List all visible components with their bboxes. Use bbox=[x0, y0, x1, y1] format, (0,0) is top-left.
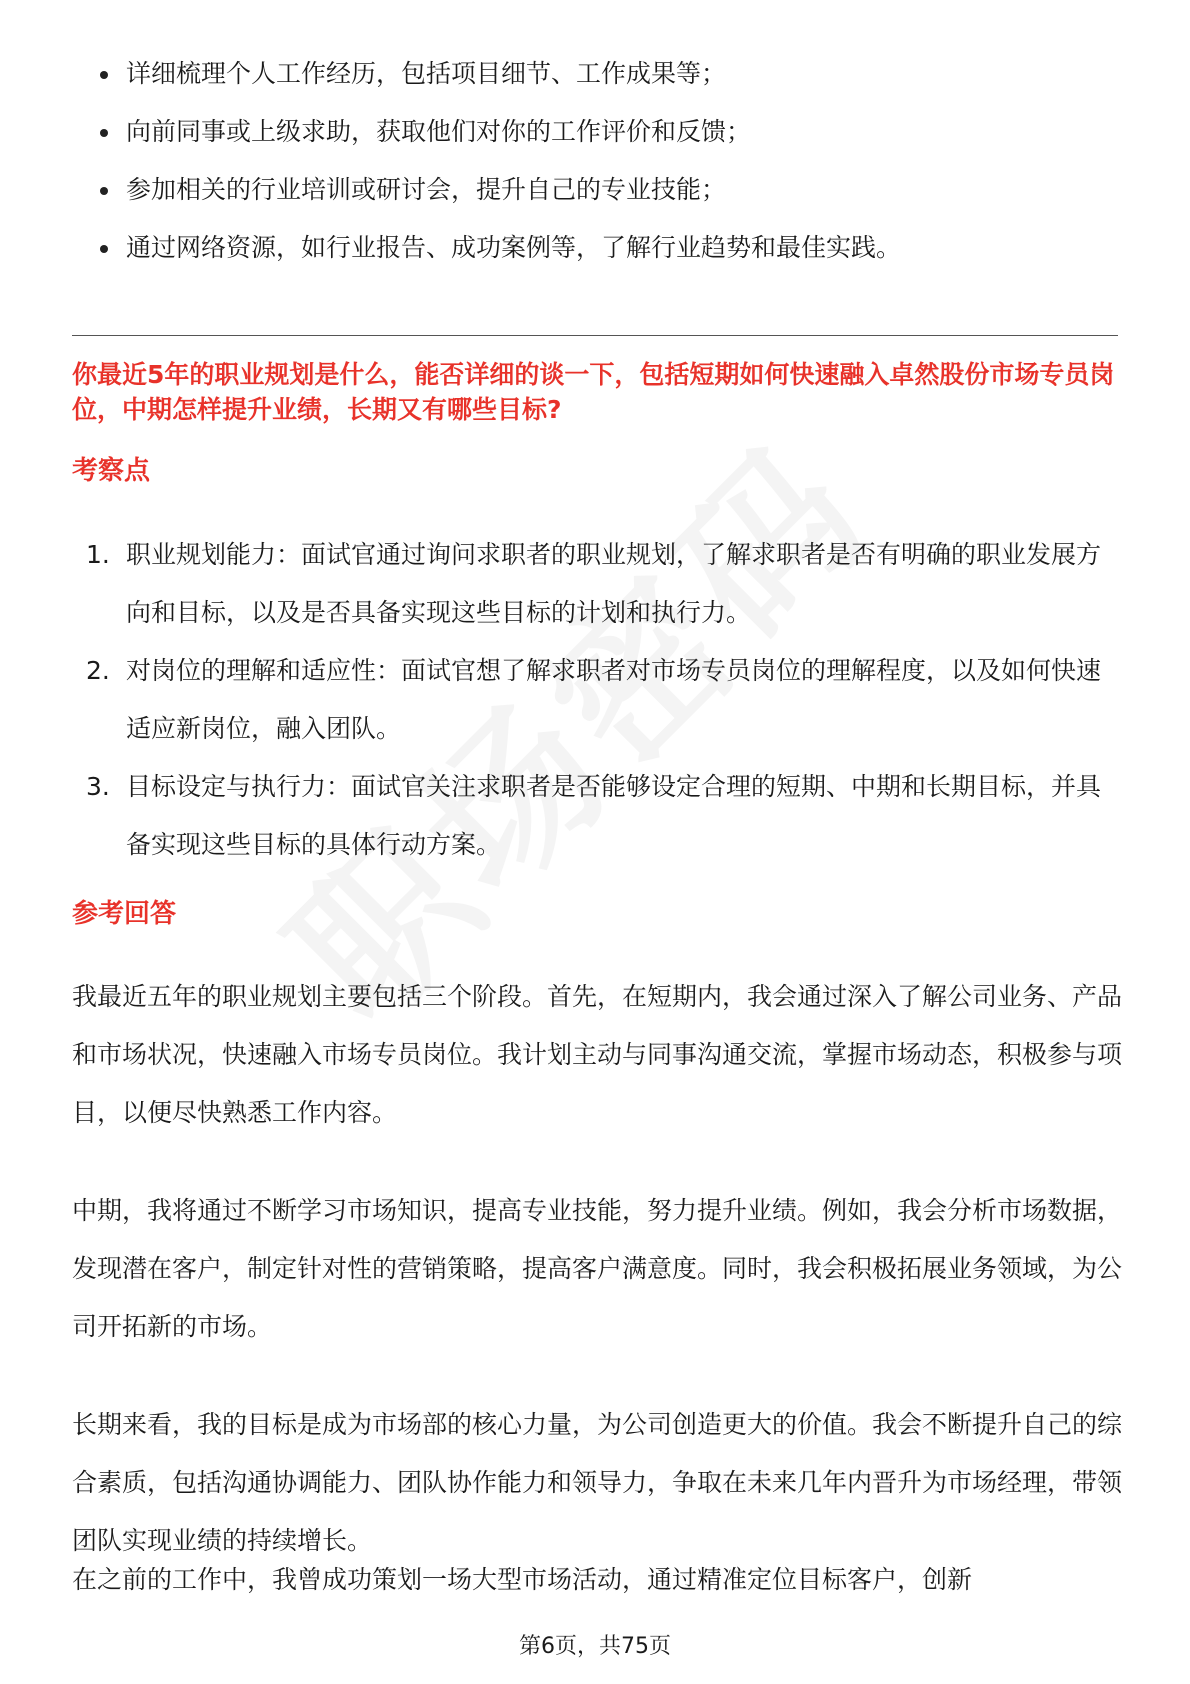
page-number: 第6页，共75页 bbox=[519, 1634, 671, 1659]
bullet-dot-icon bbox=[100, 245, 108, 253]
item-number: 1. bbox=[86, 540, 110, 569]
exam-point-text: 职业规划能力：面试官通过询问求职者的职业规划，了解求职者是否有明确的职业发展方向和目标，以及是否具备实现这些目标的计划和执行力。 bbox=[126, 540, 1102, 627]
bullet-dot-icon bbox=[100, 187, 108, 195]
bullet-text: 详细梳理个人工作经历，包括项目细节、工作成果等； bbox=[126, 59, 727, 88]
item-number: 2. bbox=[86, 656, 110, 685]
exam-points-list bbox=[72, 526, 1122, 874]
answer-paragraph: 中期，我将通过不断学习市场知识，提高专业技能，努力提升业绩。例如，我会分析市场数据，发现潜在客户，制定针对性的营销策略，提高客户满意度。同时，我会积极拓展业务领域，为公司开拓新的市场。 bbox=[72, 1196, 1123, 1341]
answer-paragraph: 我最近五年的职业规划主要包括三个阶段。首先，在短期内，我会通过深入了解公司业务、产品和市场状况，快速融入市场专员岗位。我计划主动与同事沟通交流，掌握市场动态，积极参与项目，以便尽快熟悉工作内容。 bbox=[72, 982, 1123, 1127]
interview-question: 你最近5年的职业规划是什么，能否详细的谈一下，包括短期如何快速融入卓然股份市场专员岗位，中期怎样提升业绩，长期又有哪些目标? bbox=[72, 360, 1115, 424]
exam-point-item bbox=[72, 758, 1122, 874]
bullet-text: 通过网络资源，如行业报告、成功案例等，了解行业趋势和最佳实践。 bbox=[126, 233, 902, 262]
reference-answer-heading: 参考回答 bbox=[72, 899, 177, 929]
bullet-item bbox=[72, 172, 1122, 207]
section-divider bbox=[72, 335, 1118, 336]
exam-point-text: 对岗位的理解和适应性：面试官想了解求职者对市场专员岗位的理解程度，以及如何快速适应新岗位，融入团队。 bbox=[126, 656, 1102, 743]
bullet-item bbox=[72, 230, 1122, 265]
bullet-dot-icon bbox=[100, 71, 108, 79]
bullet-item bbox=[72, 114, 1122, 149]
bullet-list bbox=[72, 56, 1122, 288]
bullet-text: 参加相关的行业培训或研讨会，提升自己的专业技能； bbox=[126, 175, 727, 204]
answer-paragraph: 在之前的工作中，我曾成功策划一场大型市场活动，通过精准定位目标客户，创新 bbox=[72, 1565, 973, 1594]
exam-points-heading: 考察点 bbox=[72, 456, 151, 486]
exam-point-text: 目标设定与执行力：面试官关注求职者是否能够设定合理的短期、中期和长期目标，并具备实现这些目标的具体行动方案。 bbox=[126, 772, 1102, 859]
answer-paragraph: 长期来看，我的目标是成为市场部的核心力量，为公司创造更大的价值。我会不断提升自己的综合素质，包括沟通协调能力、团队协作能力和领导力，争取在未来几年内晋升为市场经理，带领团队实现业绩的持续增长。 bbox=[72, 1410, 1123, 1555]
item-number: 3. bbox=[86, 772, 110, 801]
exam-point-item bbox=[72, 642, 1122, 758]
bullet-item bbox=[72, 56, 1122, 91]
bullet-text: 向前同事或上级求助，获取他们对你的工作评价和反馈； bbox=[126, 117, 752, 146]
exam-point-item bbox=[72, 526, 1122, 642]
bullet-dot-icon bbox=[100, 129, 108, 137]
